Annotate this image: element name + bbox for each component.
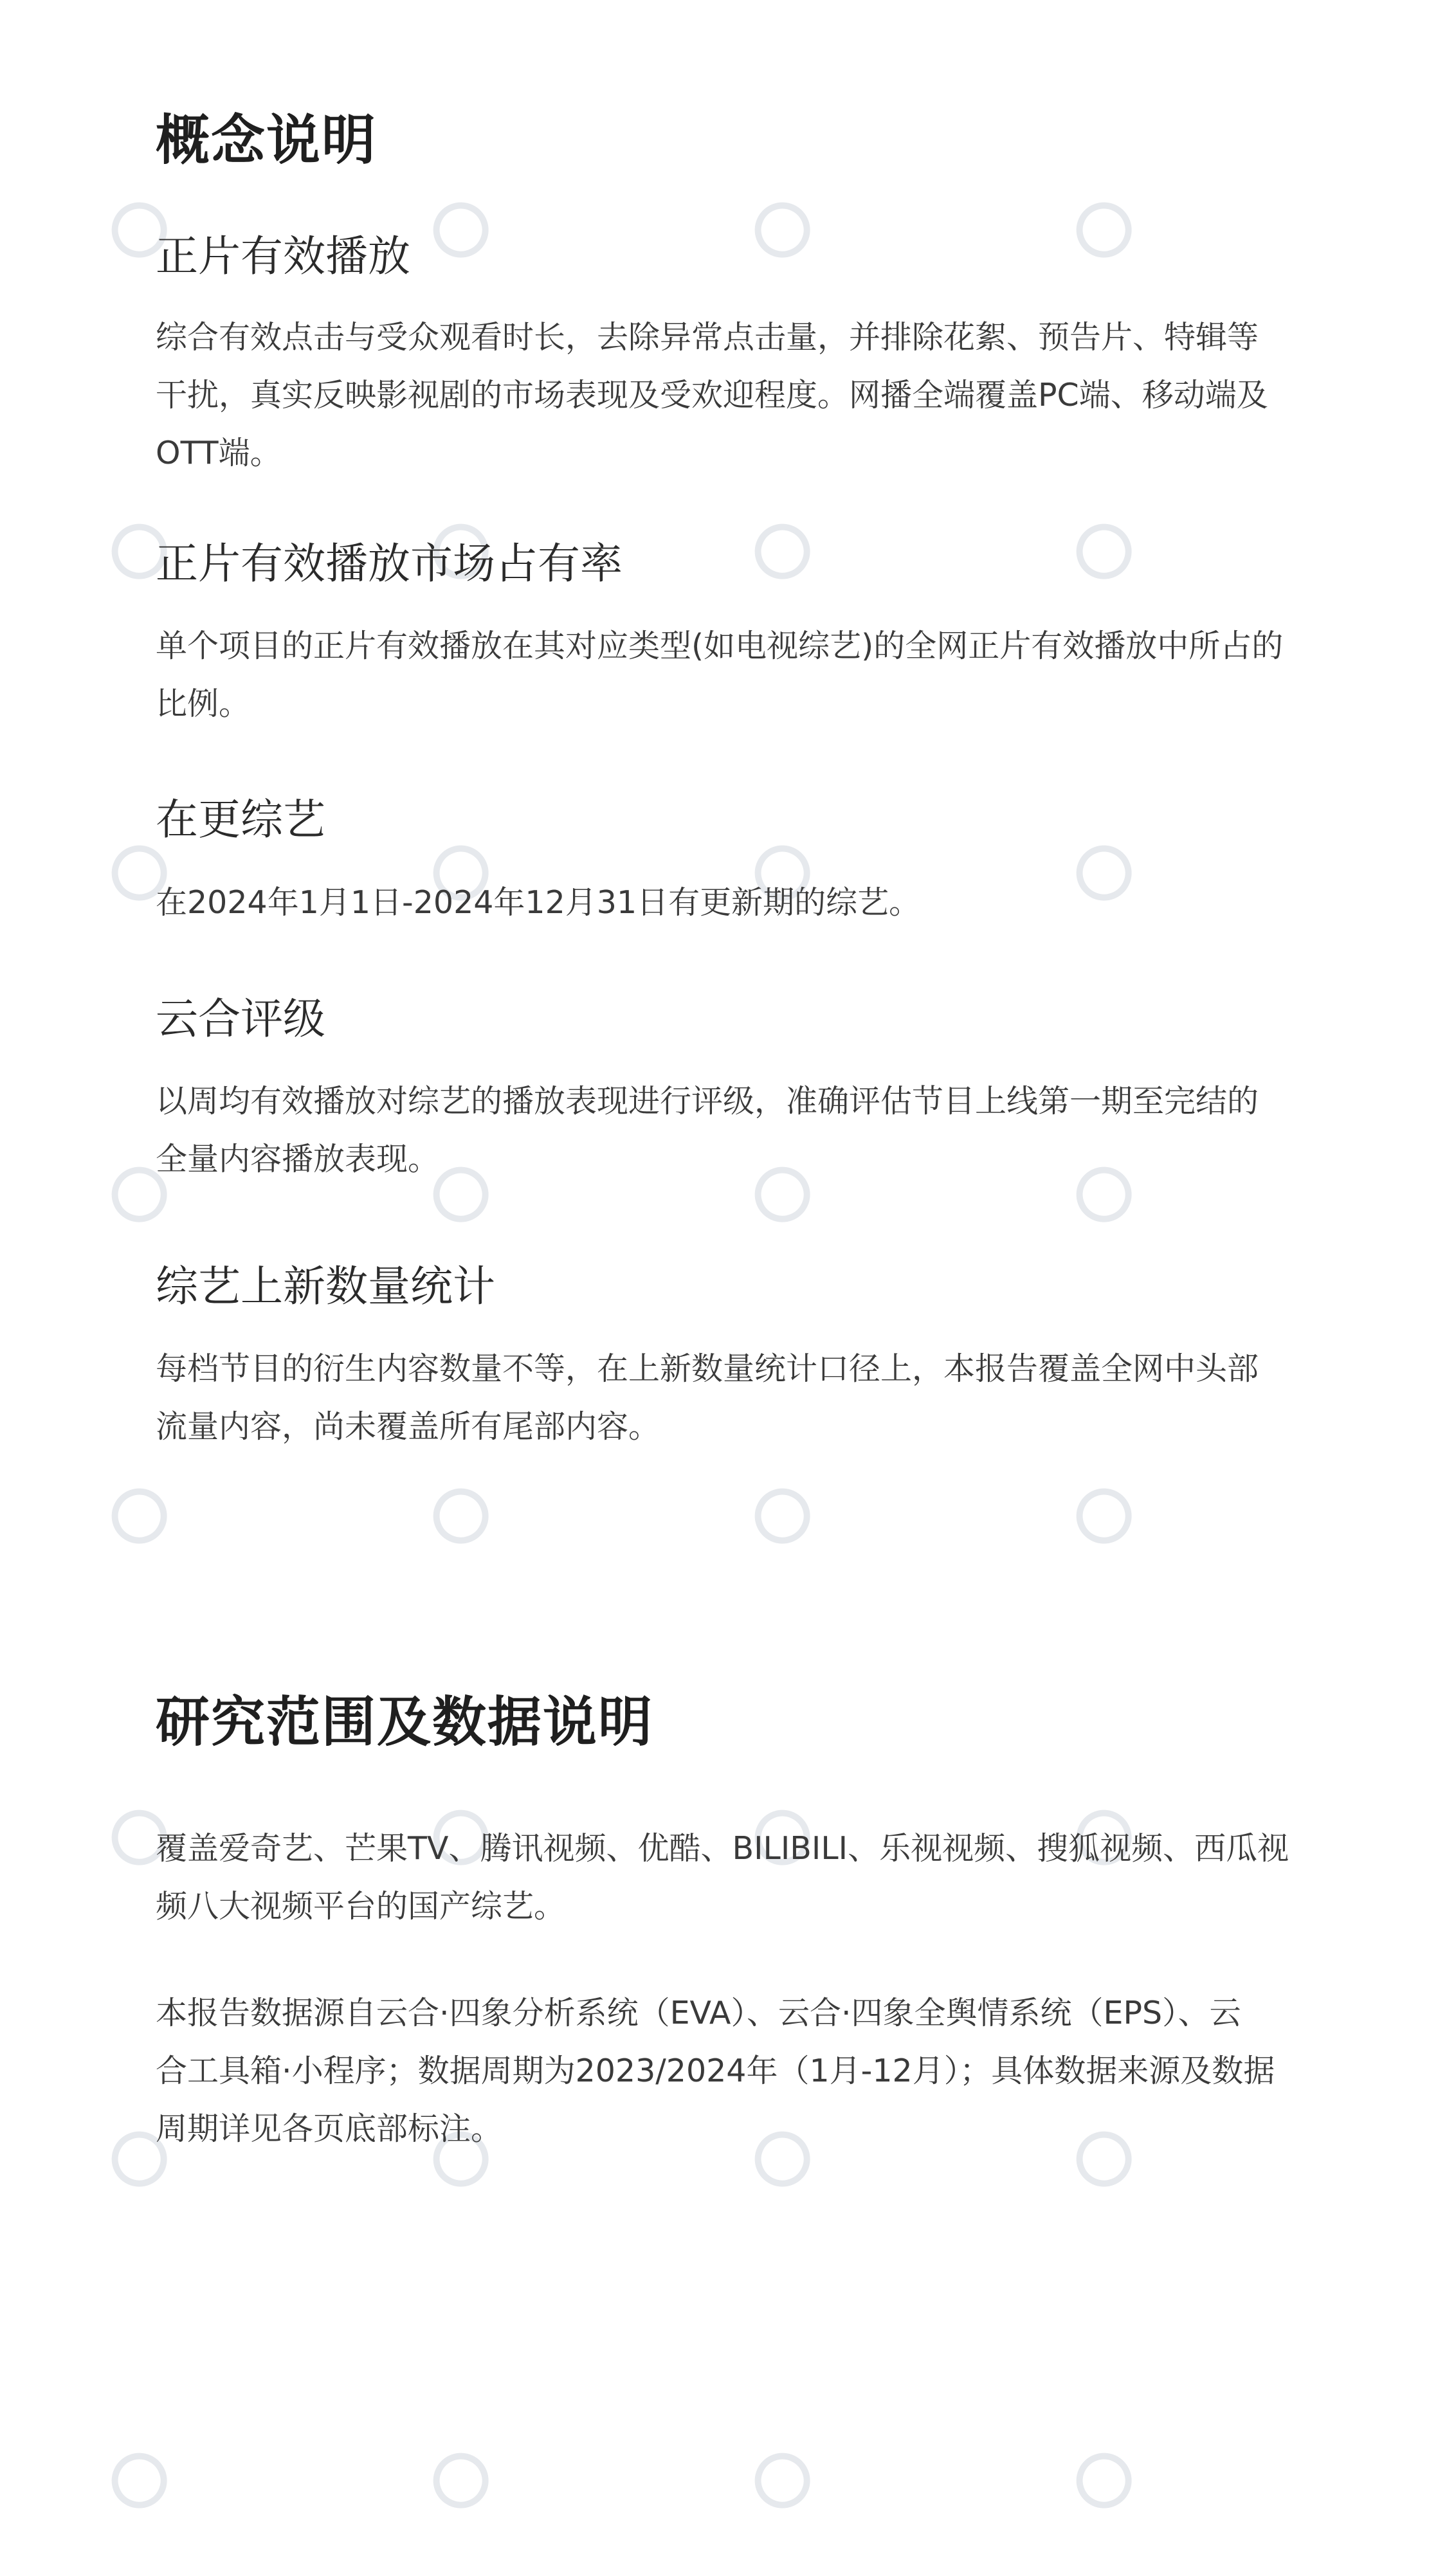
concept-definition-4: 以周均有效播放对综艺的播放表现进行评级，准确评估节目上线第一期至完结的 全量内容播放表现。 [156, 1083, 1259, 1177]
research-data-source-text: 本报告数据源自云合·四象分析系统（EVA）、云合·四象全舆情系统（EPS）、云 合工具箱·小程序；数据周期为2023/2024年（1月-12月）；具体数据来源及数据 周期详见各页底部标注。 [156, 1995, 1275, 2147]
watermark-logo [1073, 199, 1135, 261]
watermark-logo [1073, 520, 1135, 583]
concepts-section-title: 概念说明 [156, 109, 378, 172]
watermark-logo [430, 1485, 492, 1547]
watermark-logo [108, 1485, 170, 1547]
watermark-logo [751, 2449, 814, 2512]
research-section-title: 研究范围及数据说明 [156, 1691, 654, 1754]
watermark-logo [430, 199, 492, 261]
research-scope-text: 覆盖爱奇艺、芒果TV、腾讯视频、优酷、BILIBILI、乐视视频、搜狐视频、西瓜视 频八大视频平台的国产综艺。 [156, 1830, 1289, 1925]
concept-term-1: 正片有效播放 [156, 231, 410, 281]
concept-term-2: 正片有效播放市场占有率 [156, 539, 623, 588]
concept-term-3: 在更综艺 [156, 795, 325, 844]
concept-definition-5: 每档节目的衍生内容数量不等，在上新数量统计口径上，本报告覆盖全网中头部 流量内容，尚未覆盖所有尾部内容。 [156, 1350, 1259, 1445]
watermark-logo [751, 1485, 814, 1547]
concept-term-5: 综艺上新数量统计 [156, 1262, 495, 1311]
concept-definition-2: 单个项目的正片有效播放在其对应类型(如电视综艺)的全网正片有效播放中所占的 比例。 [156, 628, 1284, 722]
watermark-logo [751, 520, 814, 583]
watermark-logo [1073, 1485, 1135, 1547]
watermark-logo [1073, 2449, 1135, 2512]
concept-definition-1: 综合有效点击与受众观看时长，去除异常点击量，并排除花絮、预告片、特辑等 干扰，真实反映影视剧的市场表现及受欢迎程度。网播全端覆盖PC端、移动端及 OTT端。 [156, 319, 1268, 471]
watermark-logo [108, 2449, 170, 2512]
concept-definition-3: 在2024年1月1日-2024年12月31日有更新期的综艺。 [156, 884, 921, 921]
watermark-logo [751, 199, 814, 261]
concept-term-4: 云合评级 [156, 994, 325, 1044]
watermark-logo [430, 2449, 492, 2512]
